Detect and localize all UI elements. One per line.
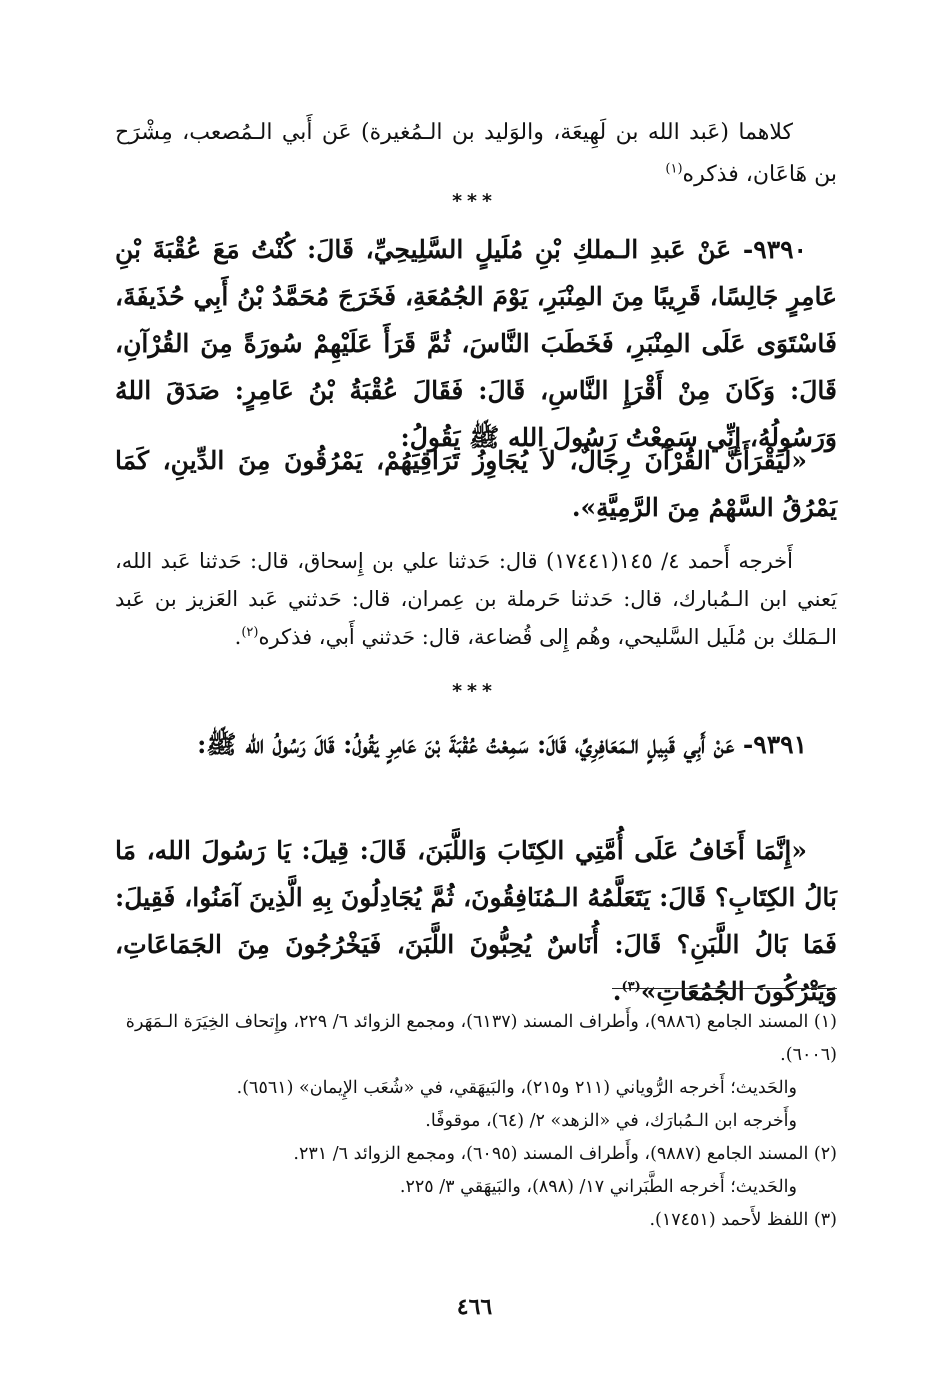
footnote-ref-2[interactable]: (٢) <box>241 625 259 640</box>
section-separator: *** <box>452 190 497 212</box>
hadith-9391-isnad <box>115 721 837 768</box>
footnote-line: والحَديث؛ أَخرجه الرُّوياني (٢١١ و٢١٥)، والبَيهَقي، في «شُعَب الإِيمان» (٦٥٦١). <box>236 1078 797 1098</box>
footnote-line: (١) المسند الجامع (٩٨٨٦)، وأَطراف المسند (٦١٣٧)، ومجمع الزوائد ٦/ ٢٢٩، وإِتحاف الخِيَرَة الـمَهَرة (٦٠٠٦). <box>125 1012 837 1065</box>
page-number: ٤٦٦ <box>456 1294 493 1320</box>
footnote-line: (٢) المسند الجامع (٩٨٨٧)، وأَطراف المسند (٦٠٩٥)، ومجمع الزوائد ٦/ ٢٣١. <box>293 1144 837 1164</box>
hadith-isnad-text: عَنْ عَبدِ الـملكِ بْنِ مُلَيلٍ السَّلِيحِيِّ، قَالَ: كُنْتُ مَعَ عُقْبَةَ بْنِ عَامِرٍ جَالِسًا، قَرِيبًا مِنَ المِنْبَرِ، يَوْمَ الجُمُعَةِ، فَخَرَجَ مُحَمَّدُ بْنُ أَبِي حُذَيفَةَ، فَاسْتَوَى عَلَى المِنْبَرِ، فَخَطَبَ النَّاسَ، ثُمَّ قَرَأَ عَلَيْهِمْ سُورَةً مِنَ القُرْآنِ، قَالَ: وَكَانَ مِنْ أَقْرَإِ النَّاسِ، قَالَ: فَقَالَ عُقْبَةُ بْنُ عَامِرٍ: صَدَقَ اللهُ وَرَسُولُهُ، إِنِّي سَمِعْتُ رَسُولَ الله ﷺ يَقُولُ: <box>115 235 837 452</box>
section-separator: *** <box>452 680 497 702</box>
footnote-ref-3[interactable]: (٣) <box>621 979 641 995</box>
footnote-divider <box>612 988 837 989</box>
intro-paragraph <box>115 112 837 196</box>
hadith-isnad-text: عَنْ أَبِي قَبِيلٍ الـمَعَافِرِيِّ، قَالَ: سَمِعْتُ عُقْبَةَ بْنَ عَامِرٍ يَقُولُ: قَالَ رَسُولُ الله ﷺ: <box>197 730 735 759</box>
hadith-number: ٩٣٩١- <box>742 730 807 759</box>
hadith-9391-matn: «إِنَّمَا أَخَافُ عَلَى أُمَّتِي الكِتَابَ وَاللَّبَنَ، قَالَ: قِيلَ: يَا رَسُولَ الله، مَا بَالُ الكِتَابِ؟ قَالَ: يَتَعَلَّمُهُ الـمُنَافِقُونَ، ثُمَّ يُجَادِلُونَ بِهِ الَّذِينَ آمَنُوا، فَقِيلَ: فَمَا بَالُ اللَّبَنِ؟ قَالَ: أُنَاسٌ يُحِبُّونَ اللَّبَنَ، فَيَخْرُجُونَ مِنَ الجَمَاعَاتِ، وَيَتْرُكُونَ الجُمُعَاتِ»$^{(٣)}$. <box>115 836 837 1006</box>
hadith-matn-text: «إِنَّمَا أَخَافُ عَلَى أُمَّتِي الكِتَابَ وَاللَّبَنَ، قَالَ: قِيلَ: يَا رَسُولَ الله، مَا بَالُ الكِتَابِ؟ قَالَ: يَتَعَلَّمُهُ الـمُنَافِقُونَ، ثُمَّ يُجَادِلُونَ بِهِ الَّذِينَ آمَنُوا، فَقِيلَ: فَمَا بَالُ اللَّبَنِ؟ قَالَ: أُنَاسٌ يُحِبُّونَ اللَّبَنَ، فَيَخْرُجُونَ مِنَ الجَمَاعَاتِ، وَيَتْرُكُونَ الجُمُعَاتِ» <box>115 836 837 1006</box>
hadith-9390-matn: «لَيَقْرَأَنَّ القُرْآنَ رِجَالٌ، لاَ يُجَاوِزُ تَرَاقِيَهُمْ، يَمْرُقُونَ مِنَ الدِّينِ، كَمَا يَمْرُقُ السَّهْمُ مِنَ الرَّمِيَّةِ». <box>115 446 837 522</box>
footnote-line: (٣) اللفظ لأَحمد (١٧٤٥١). <box>649 1210 837 1230</box>
footnote-ref-1[interactable]: (١) <box>665 161 683 177</box>
takhrij-text: أَخرجه أَحمد ٤/ ١٤٥(١٧٤٤١) قال: حَدثنا علي بن إِسحاق، قال: حَدثنا عَبد الله، يَعني ابن الـمُبارك، قال: حَدثنا حَرملة بن عِمران، قال: حَدثني عَبد العَزيز بن عَبد الـمَلك بن مُلَيل السَّليحي، وهُم إِلى قُضاعة، قال: حَدثني أَبي، فذكره <box>115 549 837 649</box>
footnote-line: والحَديث؛ أَخرجه الطَّبَراني ١٧/ (٨٩٨)، والبَيهَقي ٣/ ٢٢٥. <box>399 1177 797 1197</box>
footnote-line: وأَخرجه ابن الـمُبارَك، في «الزهد» ٢/ (٦٤)، موقوفًا. <box>425 1111 797 1131</box>
intro-text: كلاهما (عَبد الله بن لَهِيعَة، والوَليد بن الـمُغيرة) عَن أَبي الـمُصعب، مِشْرَح بن هَاعَان، فذكره <box>115 120 837 187</box>
footnotes-section <box>109 1006 837 1237</box>
hadith-number: ٩٣٩٠- <box>742 235 807 264</box>
hadith-9390-isnad <box>115 226 837 461</box>
hadith-9390-takhrij: أَخرجه أَحمد ٤/ ١٤٥(١٧٤٤١) قال: حَدثنا علي بن إِسحاق، قال: حَدثنا عَبد الله، يَعني ابن الـمُبارك، قال: حَدثنا حَرملة بن عِمران، قال: حَدثني عَبد العَزيز بن عَبد الـمَلك بن مُلَيل السَّليحي، وهُم إِلى قُضاعة، قال: حَدثني أَبي، فذكره$^{(٢)}$. <box>115 549 837 649</box>
